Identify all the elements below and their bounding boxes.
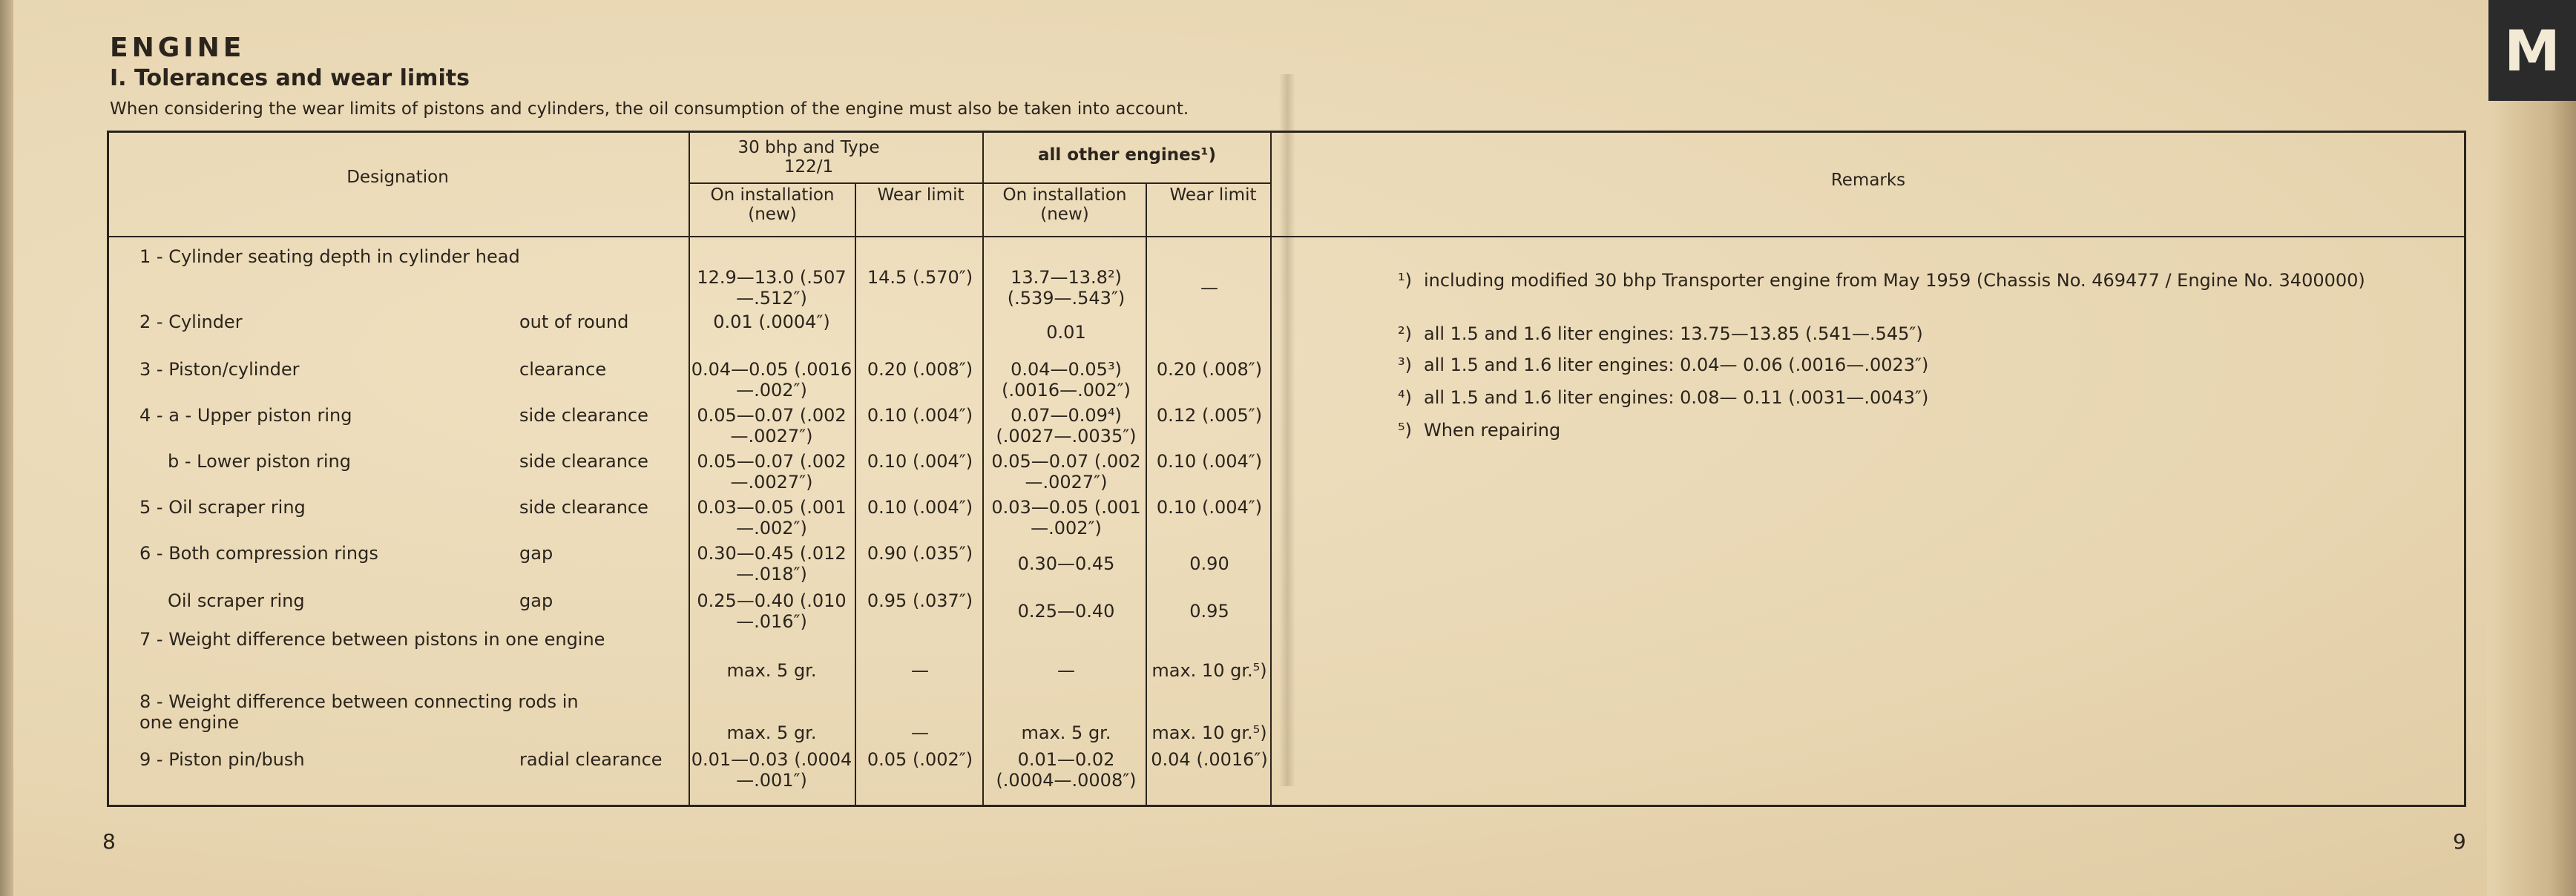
value-cell: 0.01—0.02 (.0004—.0008″) bbox=[996, 749, 1137, 791]
page-edge-right bbox=[2487, 0, 2576, 896]
value-cell: 0.25—0.40 (.010—.016″) bbox=[697, 590, 847, 632]
row-label bbox=[139, 497, 675, 518]
value-cell: 0.10 (.004″) bbox=[867, 405, 973, 426]
value-cell: 0.05 (.002″) bbox=[867, 749, 973, 770]
value-cell: 0.01 (.0004″) bbox=[713, 312, 830, 332]
header-on-installation: On installation (new) bbox=[710, 185, 835, 224]
page-edge-left bbox=[0, 0, 13, 896]
row-parameter: side clearance bbox=[519, 497, 648, 518]
section-subtitle: I. Tolerances and wear limits bbox=[110, 65, 470, 91]
value-cell: 0.10 (.004″) bbox=[1156, 497, 1263, 518]
remark-note bbox=[1398, 420, 2392, 441]
value-cell: 0.10 (.004″) bbox=[867, 451, 973, 472]
header-group-30bhp: 30 bhp and Type 122/1 bbox=[737, 138, 880, 177]
value-cell: 0.90 bbox=[1189, 553, 1229, 574]
value-cell: 0.20 (.008″) bbox=[867, 359, 973, 380]
value-cell: 0.05—0.07 (.002—.0027″) bbox=[991, 451, 1141, 493]
value-cell: 0.12 (.005″) bbox=[1156, 405, 1263, 426]
remark-text: all 1.5 and 1.6 liter engines: 0.04— 0.06 (.0016—.0023″) bbox=[1423, 355, 1929, 375]
value-cell: 0.04 (.0016″) bbox=[1151, 749, 1268, 770]
value-cell: 0.03—0.05 (.001—.002″) bbox=[697, 497, 847, 538]
value-cell: 0.30—0.45 bbox=[1017, 553, 1115, 574]
value-cell: 0.10 (.004″) bbox=[867, 497, 973, 518]
intro-text: When considering the wear limits of pistons and cylinders, the oil consumption of the engine must also be taken into account. bbox=[110, 99, 1189, 119]
value-cell: 0.25—0.40 bbox=[1017, 601, 1115, 622]
value-cell: 0.95 bbox=[1189, 601, 1229, 622]
remark-note bbox=[1398, 387, 2392, 408]
remark-text: When repairing bbox=[1423, 420, 1561, 441]
value-cell: — bbox=[1200, 277, 1218, 298]
row-label bbox=[139, 749, 675, 770]
row-designation: 5 - Oil scraper ring bbox=[139, 497, 306, 518]
remark-text: including modified 30 bhp Transporter engine from May 1959 (Chassis No. 469477 / Engine No. 3400000) bbox=[1423, 270, 2365, 291]
remark-number: ³) bbox=[1398, 355, 1412, 375]
row-designation: 1 - Cylinder seating depth in cylinder head bbox=[139, 246, 520, 267]
page-number-left: 8 bbox=[102, 829, 116, 854]
row-designation: b - Lower piston ring bbox=[168, 451, 351, 472]
value-cell: 0.04—0.05 (.0016—.002″) bbox=[691, 359, 852, 401]
row-label bbox=[139, 405, 675, 426]
header-on-installation: On installation (new) bbox=[1002, 185, 1127, 224]
row-label bbox=[139, 691, 675, 733]
row-designation: 7 - Weight difference between pistons in one engine bbox=[139, 629, 605, 650]
value-cell: 0.05—0.07 (.002—.0027″) bbox=[697, 405, 847, 447]
remark-text: all 1.5 and 1.6 liter engines: 0.08— 0.11 (.0031—.0043″) bbox=[1423, 387, 1929, 408]
row-label bbox=[139, 246, 675, 267]
value-cell: 0.95 (.037″) bbox=[867, 590, 973, 611]
remark-note bbox=[1398, 270, 2392, 291]
header-rule bbox=[107, 236, 2466, 237]
value-cell: — bbox=[1057, 660, 1075, 681]
header-wear-limit: Wear limit bbox=[877, 185, 965, 205]
value-cell: 12.9—13.0 (.507—.512″) bbox=[697, 267, 847, 309]
row-designation: 4 - a - Upper piston ring bbox=[139, 405, 352, 426]
value-cell: 0.01—0.03 (.0004—.001″) bbox=[691, 749, 852, 791]
page-number-right: 9 bbox=[2453, 829, 2466, 854]
value-cell: 0.20 (.008″) bbox=[1156, 359, 1263, 380]
header-group-other: all other engines¹) bbox=[1038, 145, 1216, 165]
row-parameter: gap bbox=[519, 590, 553, 611]
value-cell: max. 5 gr. bbox=[726, 660, 817, 681]
section-tab: M bbox=[2488, 0, 2576, 101]
value-cell: 14.5 (.570″) bbox=[867, 267, 973, 288]
row-designation: Oil scraper ring bbox=[168, 590, 305, 611]
row-designation: 3 - Piston/cylinder bbox=[139, 359, 300, 380]
value-cell: 0.03—0.05 (.001—.002″) bbox=[991, 497, 1141, 538]
row-label bbox=[139, 312, 675, 332]
row-label bbox=[139, 629, 675, 650]
value-cell: 13.7—13.8²) (.539—.543″) bbox=[1007, 267, 1126, 309]
remark-number: ¹) bbox=[1398, 270, 1412, 291]
header-designation: Designation bbox=[346, 168, 449, 187]
value-cell: 0.04—0.05³) (.0016—.002″) bbox=[1002, 359, 1131, 401]
value-cell: 0.07—0.09⁴) (.0027—.0035″) bbox=[996, 405, 1137, 447]
row-parameter: side clearance bbox=[519, 405, 648, 426]
header-rule bbox=[689, 182, 1272, 184]
value-cell: max. 5 gr. bbox=[726, 722, 817, 743]
remark-number: ⁴) bbox=[1398, 387, 1412, 408]
value-cell: 0.10 (.004″) bbox=[1156, 451, 1263, 472]
value-cell: max. 10 gr.⁵) bbox=[1151, 660, 1267, 681]
row-designation: 8 - Weight difference between connecting rods in one engine bbox=[139, 691, 579, 733]
value-cell: max. 10 gr.⁵) bbox=[1151, 722, 1267, 743]
value-cell: max. 5 gr. bbox=[1021, 722, 1111, 743]
row-designation: 6 - Both compression rings bbox=[139, 543, 378, 564]
row-parameter: gap bbox=[519, 543, 553, 564]
value-cell: — bbox=[911, 660, 929, 681]
header-wear-limit: Wear limit bbox=[1169, 185, 1257, 205]
row-parameter: out of round bbox=[519, 312, 629, 332]
row-label bbox=[139, 590, 675, 611]
row-label bbox=[139, 543, 675, 564]
remark-note bbox=[1398, 355, 2392, 375]
row-label bbox=[139, 451, 675, 472]
section-title: ENGINE bbox=[110, 33, 246, 63]
value-cell: — bbox=[911, 722, 929, 743]
row-label bbox=[139, 359, 675, 380]
value-cell: 0.90 (.035″) bbox=[867, 543, 973, 564]
remark-note bbox=[1398, 323, 2392, 344]
value-cell: 0.05—0.07 (.002—.0027″) bbox=[697, 451, 847, 493]
row-parameter: side clearance bbox=[519, 451, 648, 472]
value-cell: 0.01 bbox=[1046, 322, 1086, 343]
remark-number: ⁵) bbox=[1398, 420, 1412, 441]
row-parameter: clearance bbox=[519, 359, 607, 380]
header-remarks: Remarks bbox=[1830, 171, 1906, 190]
row-parameter: radial clearance bbox=[519, 749, 663, 770]
row-designation: 9 - Piston pin/bush bbox=[139, 749, 305, 770]
remark-text: all 1.5 and 1.6 liter engines: 13.75—13.85 (.541—.545″) bbox=[1423, 323, 1923, 344]
row-designation: 2 - Cylinder bbox=[139, 312, 243, 332]
value-cell: 0.30—0.45 (.012—.018″) bbox=[697, 543, 847, 584]
remark-number: ²) bbox=[1398, 323, 1412, 344]
